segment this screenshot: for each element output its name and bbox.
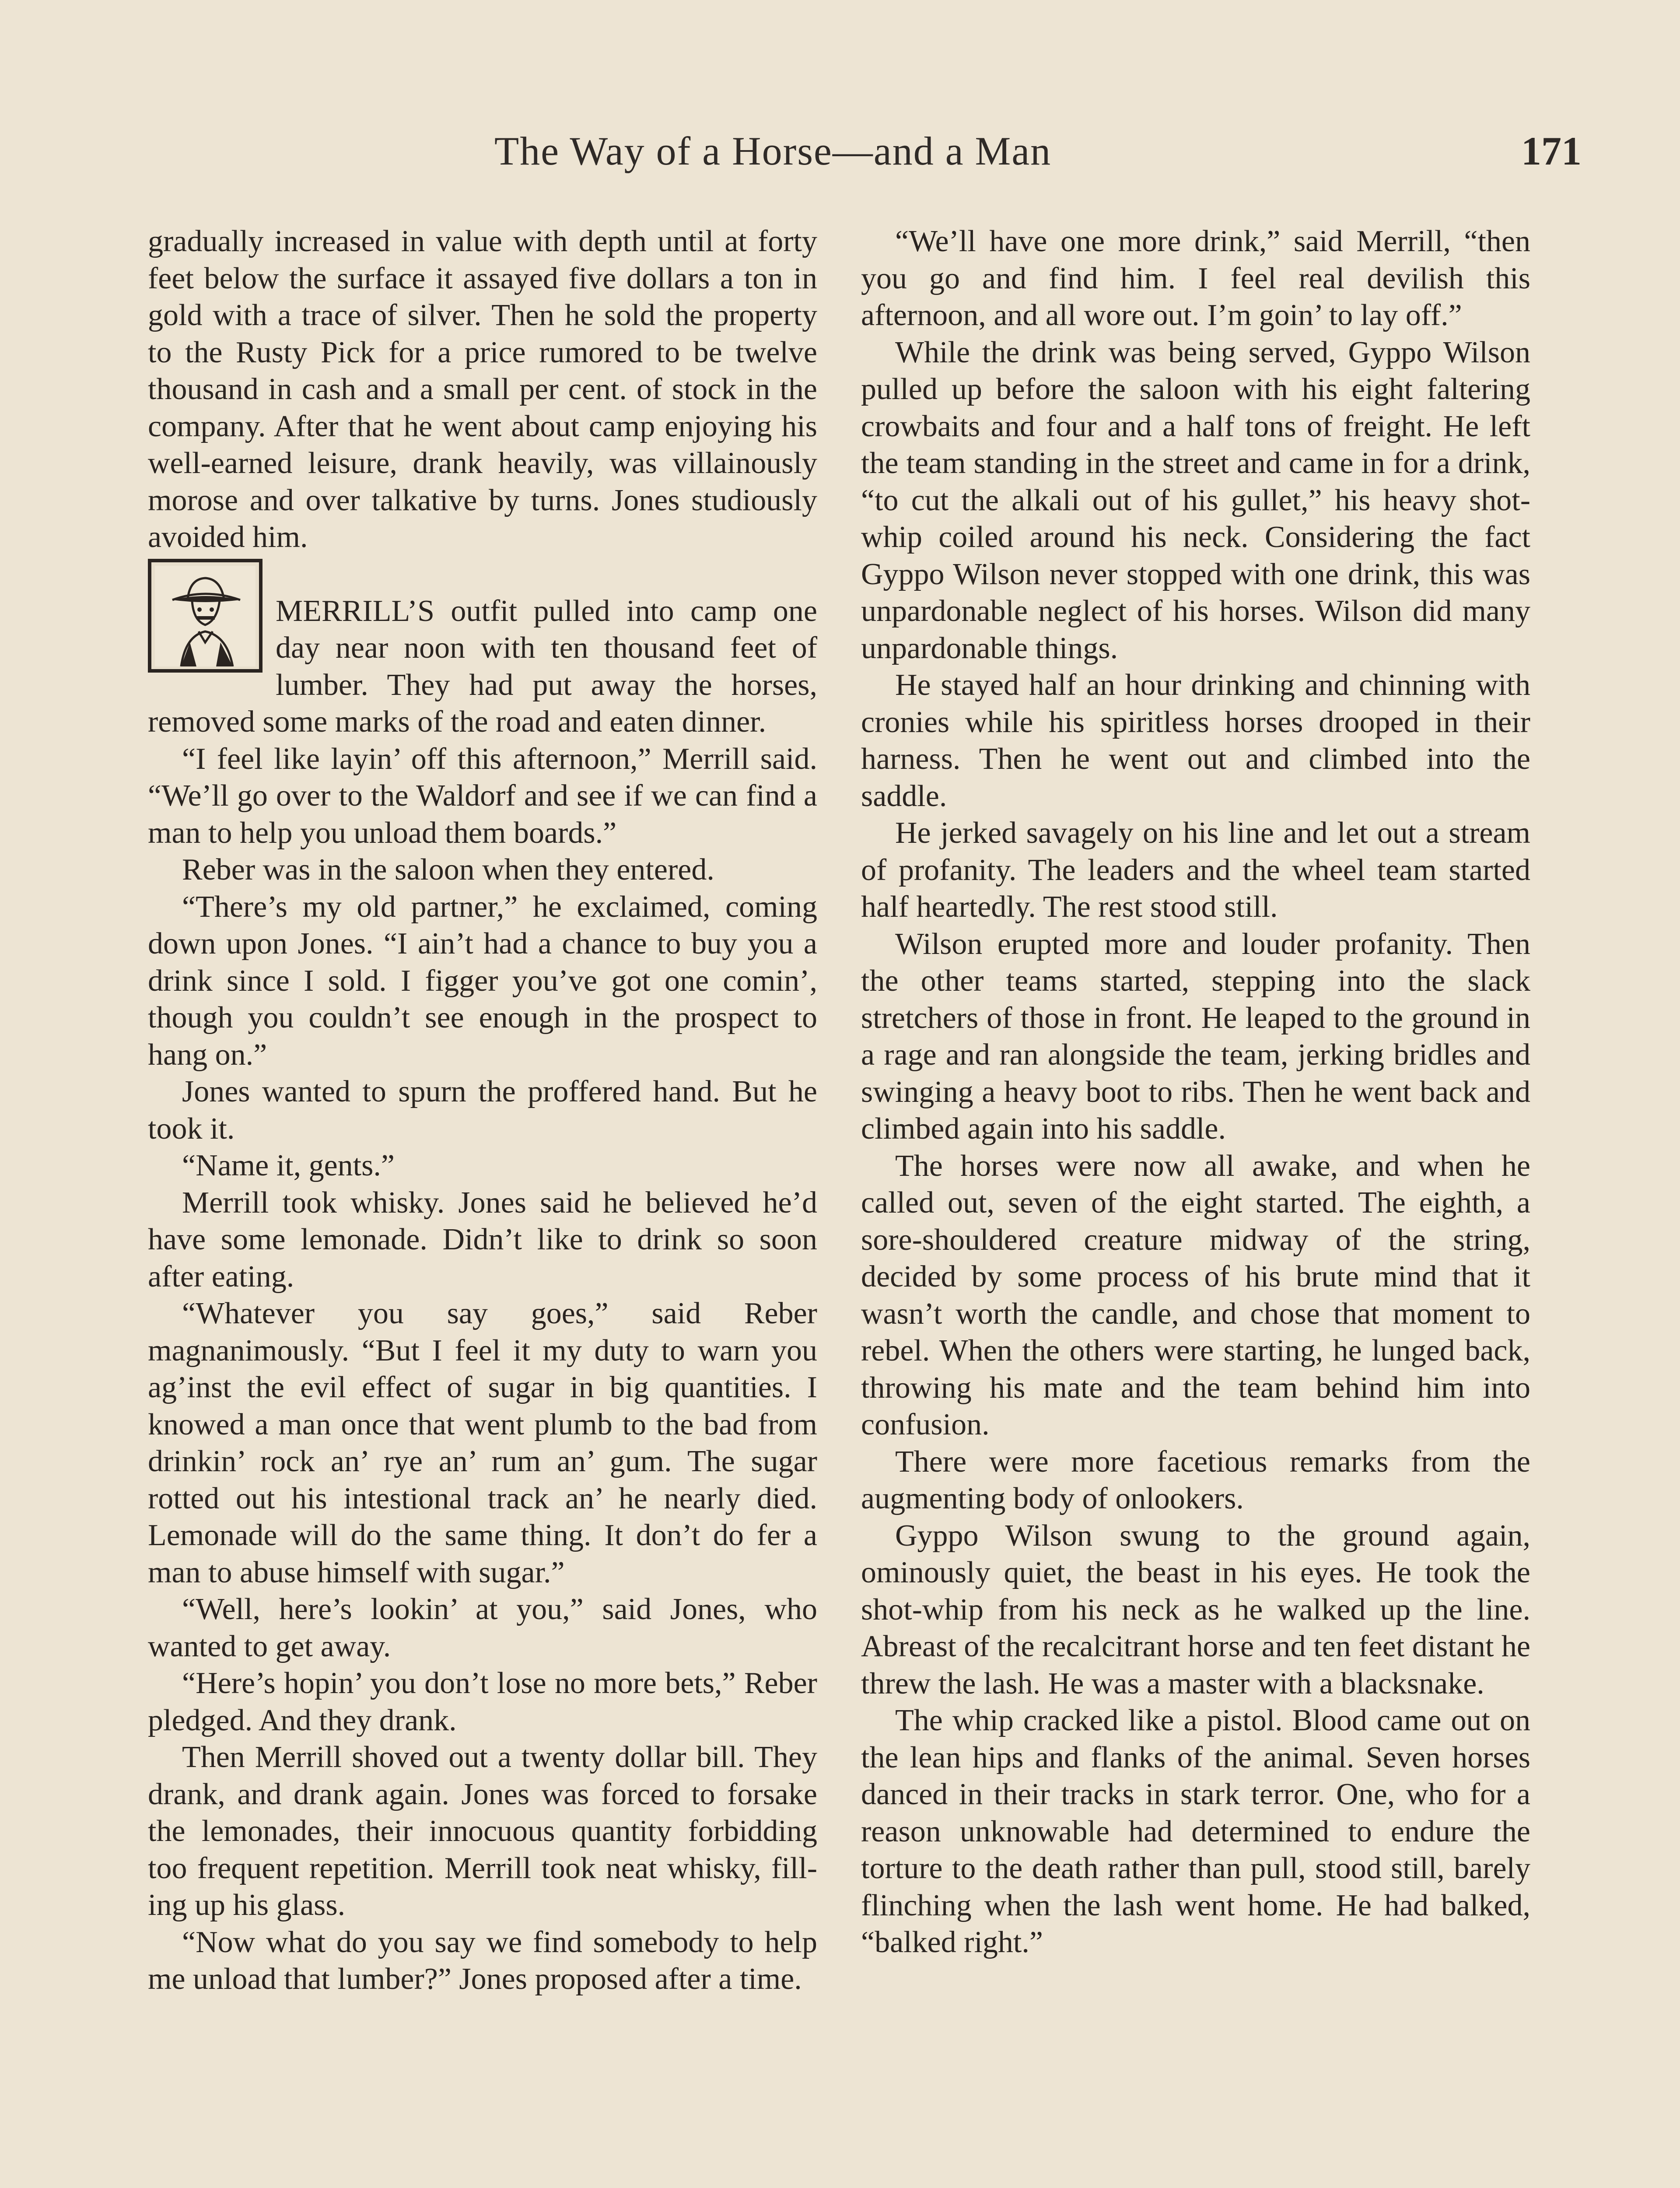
paragraph: Jones wanted to spurn the proffered hand. But he took it. [148, 1075, 817, 1146]
paragraph: Reber was in the saloon when they entered. [182, 853, 714, 887]
paragraph: “Here’s hopin’ you don’t lose no more bets,” Reber pledged. And they drank. [148, 1666, 817, 1737]
paragraph: Wilson erupted more and louder profanity. Then the other teams started, stepping into the slack stretchers of those in front. He leaped to the ground in a rage and ran alongside the team, jerking bridles and swinging a heavy boot to ribs. Then he went back and climbed again into his saddle. [861, 927, 1530, 1146]
paragraph: Gyppo Wilson swung to the ground again, ominously quiet, the beast in his eyes. He took the shot-whip from his neck as he walked up the line. Abreast of the recalcitrant horse and ten feet distant he threw the lash. He was a master with a blacksnake. [861, 1518, 1530, 1701]
left-column [148, 223, 817, 1998]
paragraph: The horses were now all awake, and when he called out, seven of the eight started. The eighth, a sore-shouldered creature midway of the string, decided by some process of his brute mind that it wasn’t worth the candle, and chose that moment to rebel. When the others were starting, he lunged back, throwing his mate and the team behind him into confusion. [861, 1149, 1530, 1441]
page-number: 171 [1521, 129, 1582, 173]
cowboy-portrait-icon [148, 559, 262, 673]
paragraph: MERRILL’S outfit pulled into camp one day near noon with ten thousand feet of lumber. They had put away the horses, removed some marks of the road and eaten dinner. [148, 594, 817, 739]
paragraph: There were more facetious remarks from the augmenting body of onlookers. [861, 1445, 1530, 1515]
paragraph: “Now what do you say we find somebody to help me unload that lumber?” Jones proposed after a time. [148, 1925, 817, 1996]
running-title: The Way of a Horse—and a Man [494, 129, 1052, 173]
paragraph: “We’ll have one more drink,” said Merrill, “then you go and find him. I feel real devilish this afternoon, and all wore out. I’m goin’ to lay off.” [861, 224, 1530, 332]
paragraph: “There’s my old partner,” he exclaimed, coming down upon Jones. “I ain’t had a chance to buy you a drink since I sold. I figger you’ve got one comin’, though you couldn’t see enough in the prospect to hang on.” [148, 890, 817, 1072]
paragraph: “Well, here’s lookin’ at you,” said Jones, who wanted to get away. [148, 1592, 817, 1663]
paragraph: “Name it, gents.” [182, 1149, 395, 1182]
paragraph: Then Merrill shoved out a twenty dollar bill. They drank, and drank again. Jones was forced to forsake the lemonades, their innocuous quantity forbidding too frequent repetition. Merrill took neat whisky, filling up his glass. [148, 1740, 817, 1922]
paragraph: While the drink was being served, Gyppo Wilson pulled up before the saloon with his eight faltering crowbaits and four and a half tons of freight. He left the team standing in the street and came in for a drink, “to cut the alkali out of his gullet,” his heavy shot-whip coiled around his neck. Considering the fact Gyppo Wilson never stopped with one drink, this was unpardonable neglect of his horses. Wilson did many unpardonable things. [861, 335, 1530, 665]
paragraph: “I feel like layin’ off this afternoon,” Merrill said. “We’ll go over to the Waldorf and see if we can find a man to help you unload them boards.” [148, 742, 817, 850]
paragraph: The whip cracked like a pistol. Blood came out on the lean hips and flanks of the animal. Seven horses danced in their tracks in stark terror. One, who for a reason unknowable had determined to endure the torture to the death rather than pull, stood still, barely flinching when the lash went home. He had balked, “balked right.” [861, 1704, 1530, 1959]
paragraph: He stayed half an hour drinking and chinning with cronies while his spiritless horses drooped in their harness. Then he went out and climbed into the saddle. [861, 668, 1530, 813]
paragraph: “Whatever you say goes,” said Reber magnanimously. “But I feel it my duty to warn you ag’inst the evil effect of sugar in big quantities. I knowed a man once that went plumb to the bad from drinkin’ rock an’ rye an’ rum an’ gum. The sugar rotted out his intestional track an’ he nearly died. Lemonade will do the same thing. It don’t do fer a man to abuse himself with sugar.” [148, 1297, 817, 1589]
paragraph: He jerked savagely on his line and let out a stream of profanity. The leaders and the wheel team started half heartedly. The rest stood still. [861, 816, 1530, 924]
paragraph: gradually increased in value with depth until at forty feet below the surface it assayed five dollars a ton in gold with a trace of silver. Then he sold the property to the Rusty Pick for a price rumored to be twelve thousand in cash and a small per cent. of stock in the company. After that he went about camp enjoying his well-earned leisure, drank heavily, was villainously morose and over talkative by turns. Jones studiously avoided him. [148, 224, 817, 554]
right-column [861, 223, 1530, 1961]
paragraph: Merrill took whisky. Jones said he believed he’d have some lemonade. Didn’t like to drink so soon after eating. [148, 1185, 817, 1294]
